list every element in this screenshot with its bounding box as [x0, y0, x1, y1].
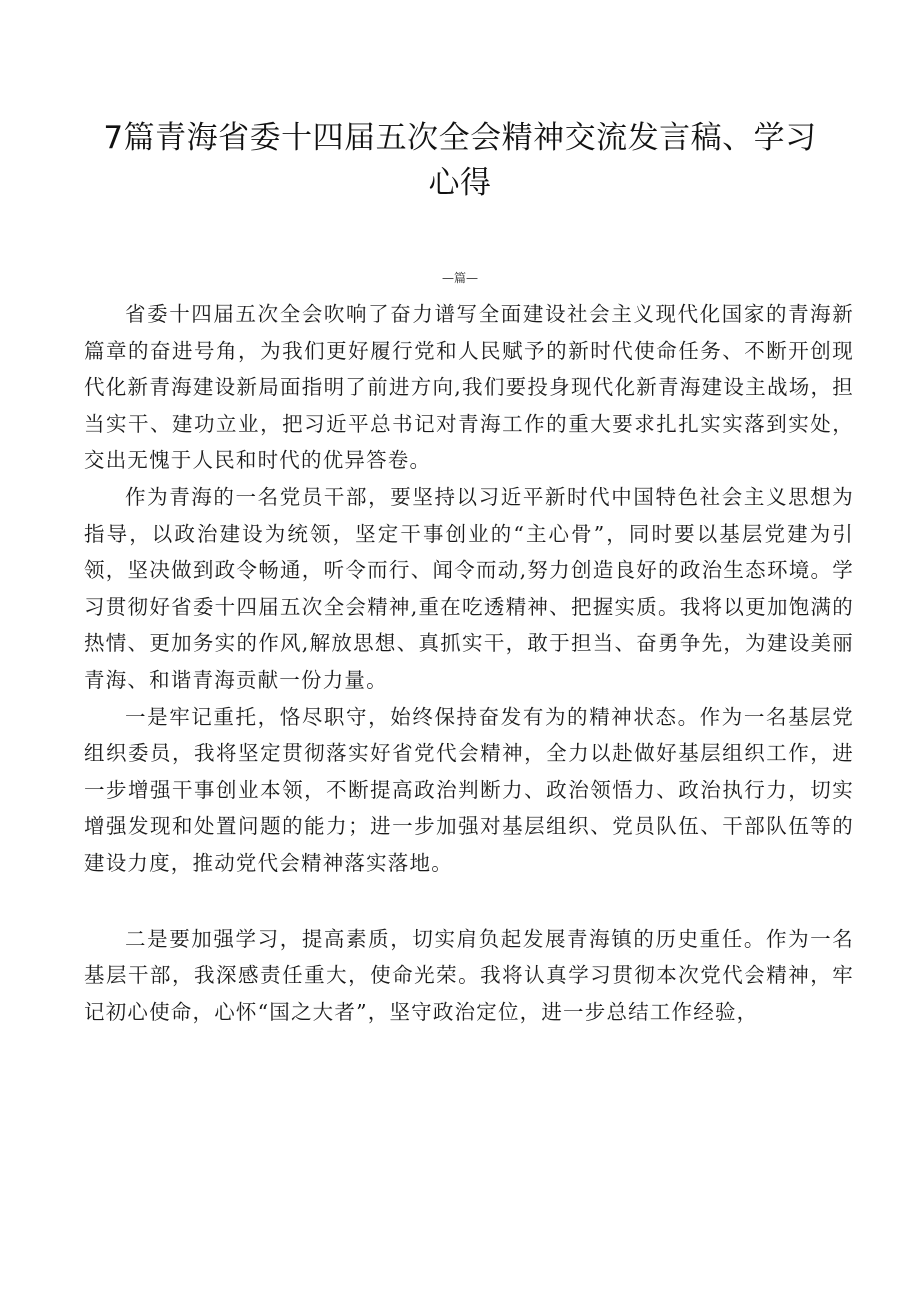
document-title: 7篇青海省委十四届五次全会精神交流发言稿、学习心得: [103, 120, 817, 201]
document-body: [84, 296, 854, 1030]
paragraph-1: 省委十四届五次全会吹响了奋力谱写全面建设社会主义现代化国家的青海新篇章的奋进号角，为我们更好履行党和人民赋予的新时代使命任务、不断开创现代化新青海建设新局面指明了前进方向,我们要投身现代化新青海建设主战场，担当实干、建功立业，把习近平总书记对青海工作的重大要求扎扎实实落到实处，交出无愧于人民和时代的优异答卷。: [84, 302, 854, 473]
section-label: —篇—: [441, 271, 478, 285]
paragraph-4: 二是要加强学习，提高素质，切实肩负起发展青海镇的历史重任。作为一名基层干部，我深感责任重大，使命光荣。我将认真学习贯彻本次党代会精神，牢记初心使命，心怀“国之大者”，坚守政治定位，进一步总结工作经验，: [84, 926, 854, 1024]
paragraph-3: 一是牢记重托，恪尽职守，始终保持奋发有为的精神状态。作为一名基层党组织委员，我将坚定贯彻落实好省党代会精神，全力以赴做好基层组织工作，进一步增强干事创业本领，不断提高政治判断力、政治领悟力、政治执行力，切实增强发现和处置问题的能力；进一步加强对基层组织、党员队伍、干部队伍等的建设力度，推动党代会精神落实落地。: [84, 704, 854, 875]
paragraph-2: 作为青海的一名党员干部，要坚持以习近平新时代中国特色社会主义思想为指导，以政治建设为统领，坚定干事创业的“主心骨”，同时要以基层党建为引领，坚决做到政令畅通，听令而行、闻令而动,努力创造良好的政治生态环境。学习贯彻好省委十四届五次全会精神,重在吃透精神、把握实质。我将以更加饱满的热情、更加务实的作风,解放思想、真抓实干，敢于担当、奋勇争先，为建设美丽青海、和谐青海贡献一份力量。: [84, 484, 854, 692]
